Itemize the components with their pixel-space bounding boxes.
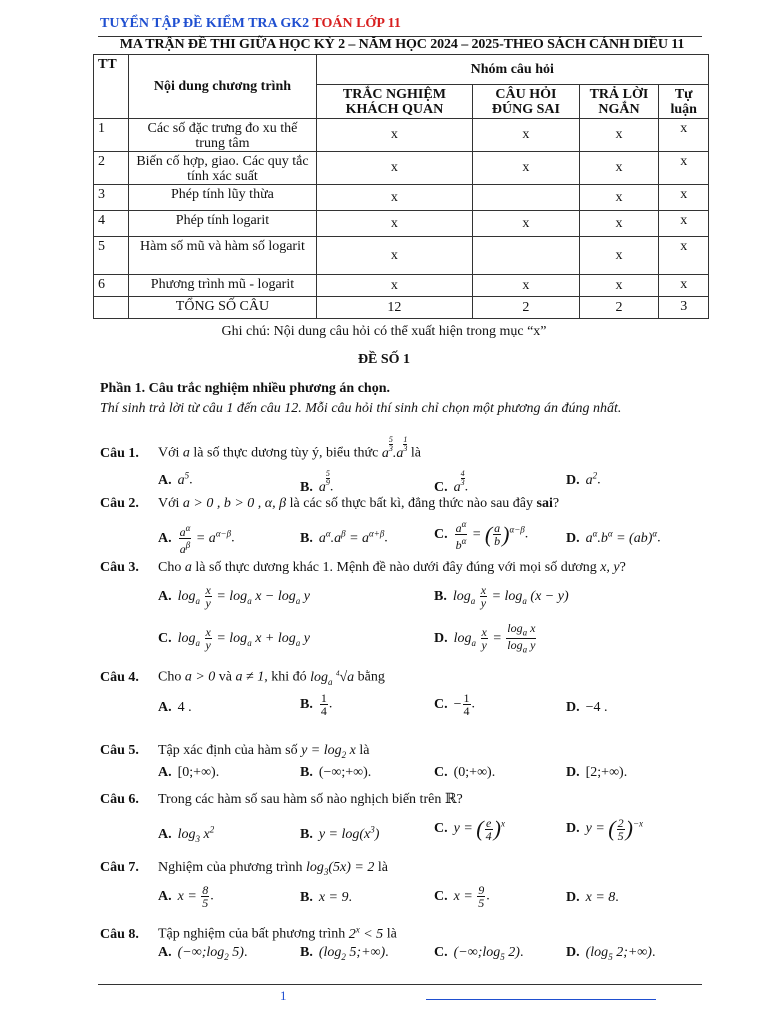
series-title-blue: TUYỂN TẬP ĐỀ KIỂM TRA GK2 [100,16,313,31]
row-number: 4 [94,211,129,237]
question-text: là [374,860,388,875]
math-expression: a > 0 , b > 0 , α, β [182,496,287,511]
exam-number: ĐỀ SỐ 1 [357,352,411,367]
question-text: là các số thực bất kì, đẳng thức nào sau đây [286,496,537,511]
option-letter: B. [300,479,313,495]
math-expression: $a^5$ [177,470,190,488]
table-row [94,152,709,185]
row-number: 5 [94,237,129,275]
option-letter: B. [434,588,447,604]
row-mark: x [659,152,709,185]
math-expression: ℝ [444,792,457,807]
sub-col-header: TRẮC NGHIỆM KHÁCH QUAN [316,85,473,119]
option-d[interactable]: D. $a^\alpha.b^\alpha = (ab)^\alpha$. [566,528,661,546]
math-expression: x = 8 [585,890,616,905]
question-text: là số thực dương tùy ý, biểu thức [189,445,382,461]
option-c[interactable] [434,765,495,781]
question-5 [100,743,369,760]
question-text: là [355,743,370,758]
option-letter: C. [434,945,448,960]
question-6 [100,791,463,808]
option-b[interactable]: B. $a^\alpha.a^\beta = a^{\alpha+\beta}$. [300,528,388,546]
row-mark: x [473,152,579,185]
math-expression: a ≠ 1 [235,669,265,685]
question-text: ? [619,560,626,575]
total-count: 3 [659,297,709,319]
math-expression: $\log_a$ $\frac{x}{y}$ = $\log_a x - \log_a y$ [177,583,310,610]
option-c[interactable]: C. a $\frac{4}{3}$. [434,469,469,495]
row-mark: x [316,237,473,275]
row-mark: x [473,211,579,237]
question-text: và [215,669,236,685]
math-expression: x = 9 [318,890,349,905]
exam-matrix-table [93,54,709,319]
math-expression: $\log_a ^4√a$ [310,669,355,687]
option-b[interactable]: B. x = 9. [300,890,353,905]
option-letter: D. [566,530,580,546]
option-letter: C. [158,630,172,646]
question-label: Câu 6. [100,792,139,807]
row-mark: x [579,237,659,275]
question-text: Tập xác định của hàm số [158,743,302,758]
math-expression: $2^x < 5$ [348,924,384,942]
question-text: là [407,445,421,461]
table-row [94,275,709,297]
question-text: là [383,926,397,942]
question-text: ? [456,792,463,807]
option-letter: B. [300,826,313,842]
question-label: Câu 8. [100,926,139,942]
option-d[interactable]: D. ($\log_5$ 2;+∞). [566,945,656,962]
table-note: Ghi chú: Nội dung câu hỏi có thể xuất hiện trong mục “x” [221,324,547,339]
option-letter: A. [158,700,172,715]
math-expression: $\log_a$ $\frac{x}{y}$ = $\log_a (x - y)$ [452,583,569,610]
row-mark: x [579,185,659,211]
series-title [100,16,401,32]
row-mark: x [659,237,709,275]
math-expression: ($\log_2$ 5;+∞) [318,945,386,962]
total-count: 2 [579,297,659,319]
math-expression: a $\frac{5}{9}$ [318,469,330,495]
option-letter: C. [434,696,448,712]
row-content: Biến cố hợp, giao. Các quy tắc tính xác suất [129,152,316,185]
option-letter: B. [300,696,313,712]
question-7 [100,860,388,877]
row-mark: x [579,152,659,185]
option-c[interactable]: C. x = $\frac{9}{5}$ . [434,883,490,910]
option-a[interactable] [158,824,214,843]
row-number: 6 [94,275,129,297]
table-row [94,211,709,237]
row-mark: x [579,119,659,152]
option-letter: A. [158,530,172,546]
document-title: MA TRẬN ĐỀ THI GIỮA HỌC KỲ 2 – NĂM HỌC 2024 – 2025-THEO SÁCH CÁNH DIỀU 11 [119,37,685,52]
math-expression: $\frac{1}{4}$ [320,691,327,718]
question-text: ? [552,496,560,511]
sub-col-header: TRẢ LỜI NGẮN [579,85,659,119]
option-a[interactable]: A. $a^5$. [158,470,193,488]
option-letter: C. [434,479,448,495]
option-c[interactable]: C. − $\frac{1}{4}$ . [434,691,476,718]
row-mark: x [473,275,579,297]
option-letter: B. [300,890,313,905]
math-expression: $a^\alpha.b^\alpha = (ab)^\alpha$ [585,528,658,546]
option-b[interactable]: B. $\frac{1}{4}$ . [300,691,333,718]
option-a[interactable]: A. ($-\infty;\log_2$ 5). [158,945,248,962]
row-mark [473,237,579,275]
question-text: Nghiệm của phương trình [158,860,306,875]
math-expression: $\log_3(5x) = 2$ [305,860,375,877]
row-content: Phép tính logarit [129,211,316,237]
option-d[interactable]: D. −4 . [566,700,608,715]
row-mark: x [659,211,709,237]
math-expression: $\frac{a^\alpha}{b^\alpha}$ = ( $\frac{a}{b}$ )$^{\alpha-\beta}$ [455,519,525,552]
math-expression: $y = \log(x^3)$ [318,824,380,842]
option-a[interactable]: A. $\frac{a^\alpha}{a^\beta}$ = $a^{\alpha-\beta}$. [158,523,235,556]
option-letter: A. [158,826,172,842]
option-b[interactable]: B. a $\frac{5}{9}$. [300,469,334,495]
option-d[interactable] [434,622,537,656]
row-mark: x [659,119,709,152]
question-text: Với [158,496,183,511]
question-text: , khi đó [264,669,311,685]
math-expression: a [184,560,192,575]
math-expression: x = $\frac{8}{5}$ [177,883,209,910]
math-expression: $\log_3 x^2$ [177,824,215,844]
option-a[interactable]: A. 4 . [158,700,192,715]
table-row [94,185,709,211]
option-letter: A. [158,765,172,780]
math-expression: ($\log_5$ 2;+∞) [585,945,652,962]
question-label: Câu 2. [100,496,139,511]
math-expression: y = ( $\frac{e}{4}$ )$^x$ [453,815,505,843]
option-d[interactable] [566,765,627,781]
question-label: Câu 4. [100,669,139,685]
table-total-row [94,297,709,319]
option-letter: A. [158,888,172,904]
option-b[interactable] [300,824,379,843]
option-letter: D. [434,631,448,647]
question-2 [100,496,559,512]
math-expression: a [182,445,190,461]
total-label: TỔNG SỐ CÂU [129,297,316,319]
question-text: Với [158,445,183,461]
option-a[interactable] [158,765,219,781]
option-letter: D. [566,945,580,960]
option-letter: B. [300,765,313,780]
sub-col-header: Tự luận [659,85,709,119]
option-letter: D. [566,765,580,780]
option-letter: C. [434,821,448,837]
table-row [94,237,709,275]
question-1 [100,436,421,462]
question-label: Câu 7. [100,860,139,875]
row-mark: x [316,211,473,237]
row-number [94,297,129,319]
row-number: 1 [94,119,129,152]
math-expression: (−∞;+∞). [318,765,372,780]
series-title-red: TOÁN LỚP 11 [312,16,401,31]
total-count: 2 [473,297,579,319]
row-mark: x [316,152,473,185]
math-expression: $\log_a$ $\frac{x}{y}$ = $\log_a x + \log_a y$ [177,625,310,652]
row-mark: x [579,211,659,237]
option-letter: B. [300,530,313,546]
row-number: 2 [94,152,129,185]
part-title: Phần 1. Câu trắc nghiệm nhiều phương án chọn. [100,381,390,396]
row-mark: x [316,275,473,297]
option-c[interactable] [434,816,505,842]
math-expression: $\log_a$ $\frac{x}{y}$ = $\frac{\log_a x}{\log_a y}$ [453,621,536,655]
question-8 [100,924,397,943]
math-expression: −4 [585,700,601,715]
option-b[interactable] [434,584,569,609]
question-label: Câu 3. [100,560,139,575]
row-mark: x [579,275,659,297]
question-text: Trong các hàm số sau hàm số nào nghịch biến trên [158,792,445,807]
question-emphasis: sai [536,496,553,511]
option-letter: C. [434,765,448,780]
question-text: Cho [158,560,185,575]
math-expression: $a^\alpha.a^\beta = a^{\alpha+\beta}$ [318,528,385,546]
col-content-header: Nội dung chương trình [129,55,316,119]
option-b[interactable]: B. ($\log_2$ 5;+∞). [300,945,389,962]
math-expression: [0;+∞). [177,765,220,780]
option-d[interactable]: D. x = 8. [566,890,619,905]
option-c[interactable]: C. $\frac{a^\alpha}{b^\alpha}$ = ( $\frac{a}{b}$ )$^{\alpha-\beta}$. [434,519,529,552]
table-row [94,119,709,152]
option-letter: A. [158,945,172,960]
option-d[interactable]: D. $a^2$. [566,470,601,488]
col-tt-header: TT [94,55,129,119]
page-number: 1 [280,988,287,1003]
row-number: 3 [94,185,129,211]
row-content: Hàm số mũ và hàm số logarit [129,237,316,275]
question-label: Câu 1. [100,445,139,461]
question-text: Cho [158,669,185,685]
option-letter: D. [566,890,580,905]
footer-rule [98,984,702,985]
row-content: Phép tính lũy thừa [129,185,316,211]
question-4 [100,669,385,686]
row-mark: x [316,119,473,152]
option-letter: D. [566,700,580,715]
option-b[interactable] [300,765,371,781]
math-expression: (0;+∞). [453,765,496,780]
option-d[interactable] [566,816,643,842]
math-expression: [2;+∞). [585,765,628,780]
option-letter: B. [300,945,313,960]
row-mark: x [659,275,709,297]
option-a[interactable] [158,584,310,609]
math-expression: a $\frac{4}{3}$ [453,469,465,495]
option-letter: A. [158,472,172,488]
question-text: là số thực dương khác 1. Mệnh đề nào dưới đây đúng với mọi số dương [191,560,601,575]
row-mark [473,185,579,211]
math-expression: y = ( $\frac{2}{5}$ )$^{-x}$ [585,815,644,843]
math-expression: x = $\frac{9}{5}$ [453,883,485,910]
row-content: Phương trình mũ - logarit [129,275,316,297]
math-expression: 4 [177,700,185,715]
question-3 [100,560,626,576]
option-a[interactable]: A. x = $\frac{8}{5}$ . [158,883,214,910]
part-instruction: Thí sinh trả lời từ câu 1 đến câu 12. Mỗi câu hỏi thí sinh chỉ chọn một phương án đúng nhất. [100,401,622,416]
math-expression: − $\frac{1}{4}$ [453,691,470,718]
math-expression: $\frac{a^\alpha}{a^\beta}$ = $a^{\alpha-\beta}$ [179,523,232,556]
math-expression: ($-\infty;\log_2$ 5) [177,945,244,962]
row-content: Các số đặc trưng đo xu thế trung tâm [129,119,316,152]
sub-col-header: CÂU HỎI ĐÚNG SAI [473,85,579,119]
option-c[interactable]: C. ($-\infty;\log_5$ 2). [434,945,524,962]
math-expression: a $\frac{5}{3}.a$ $\frac{1}{3}$ [381,435,408,461]
row-mark: x [316,185,473,211]
row-mark: x [473,119,579,152]
math-expression: a > 0 [184,669,216,685]
math-expression: $a^2$ [585,470,598,488]
question-text: bằng [354,669,385,685]
option-letter: D. [566,821,580,837]
option-letter: D. [566,472,580,488]
col-group-header: Nhóm câu hỏi [316,55,708,85]
row-mark: x [659,185,709,211]
math-expression: x, y [600,560,620,575]
total-count: 12 [316,297,473,319]
option-letter: C. [434,526,448,542]
math-expression: ($-\infty;\log_5$ 2) [453,945,520,962]
question-text: Tập nghiệm của bất phương trình [158,926,349,942]
option-letter: C. [434,888,448,904]
math-expression: $y = \log_2 x$ [301,743,356,760]
option-c[interactable] [158,626,310,651]
question-label: Câu 5. [100,743,139,758]
option-letter: A. [158,588,172,604]
footer-link-underline[interactable] [426,999,656,1000]
